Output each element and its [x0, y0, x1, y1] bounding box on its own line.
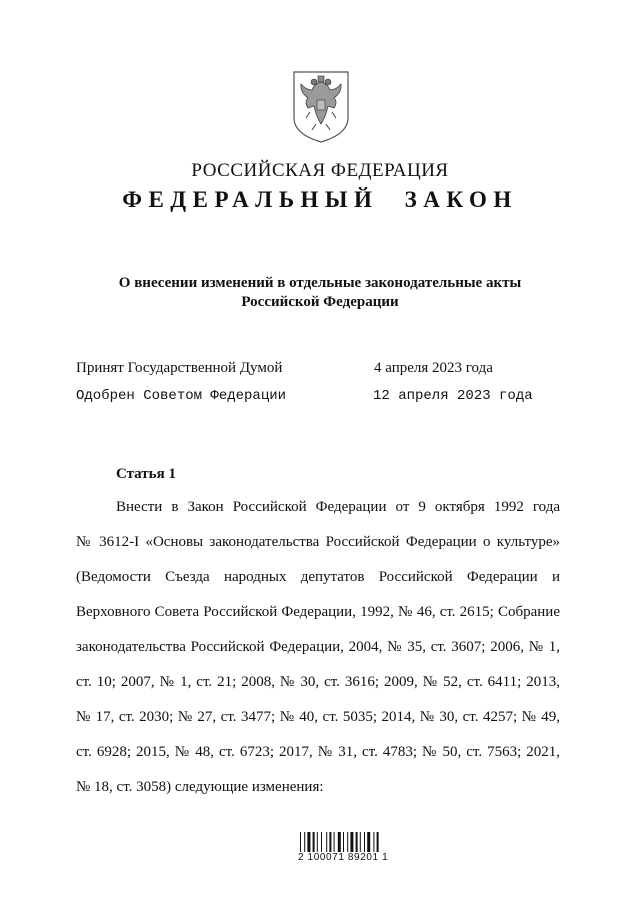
duma-label: Принят Государственной Думой [76, 360, 283, 376]
barcode-icon [296, 818, 389, 882]
paragraph-line: № 3612-I «Основы законодательства Российской Федерации о культуре» [76, 534, 560, 550]
country-name: РОССИЙСКАЯ ФЕДЕРАЦИЯ [191, 160, 449, 181]
law-title [90, 274, 550, 312]
council-date: 12 апреля 2023 года [373, 388, 533, 404]
coat-of-arms-icon [288, 68, 354, 144]
paragraph-line: Внести в Закон Российской Федерации от 9 октября 1992 года [116, 499, 560, 515]
paragraph-line: Верховного Совета Российской Федерации, 1992, № 46, ст. 2615; Собрание [76, 604, 560, 620]
paragraph-line: № 17, ст. 2030; № 27, ст. 3477; № 40, ст. 5035; 2014, № 30, ст. 4257; № 49, [76, 709, 560, 725]
council-label: Одобрен Советом Федерации [76, 388, 287, 404]
barcode-number: 2 100071 89201 1 [298, 852, 389, 863]
paragraph-line: ст. 6928; 2015, № 48, ст. 6723; 2017, № 31, ст. 4783; № 50, ст. 7563; 2021, [76, 744, 560, 760]
paragraph-line: (Ведомости Съезда народных депутатов Российской Федерации и [76, 569, 560, 585]
paragraph-line: № 18, ст. 3058) следующие изменения: [76, 779, 324, 795]
law-title-line: Российской Федерации [241, 294, 399, 310]
paragraph-line: ст. 10; 2007, № 1, ст. 21; 2008, № 30, ст. 3616; 2009, № 52, ст. 6411; 2013, [76, 674, 560, 690]
document-type: ФЕДЕРАЛЬНЫЙ ЗАКОН [122, 187, 518, 212]
paragraph-line: законодательства Российской Федерации, 2004, № 35, ст. 3607; 2006, № 1, [76, 639, 560, 655]
article-heading: Статья 1 [116, 466, 176, 482]
duma-date: 4 апреля 2023 года [374, 360, 493, 376]
law-title-line: О внесении изменений в отдельные законодательные акты [118, 275, 522, 291]
